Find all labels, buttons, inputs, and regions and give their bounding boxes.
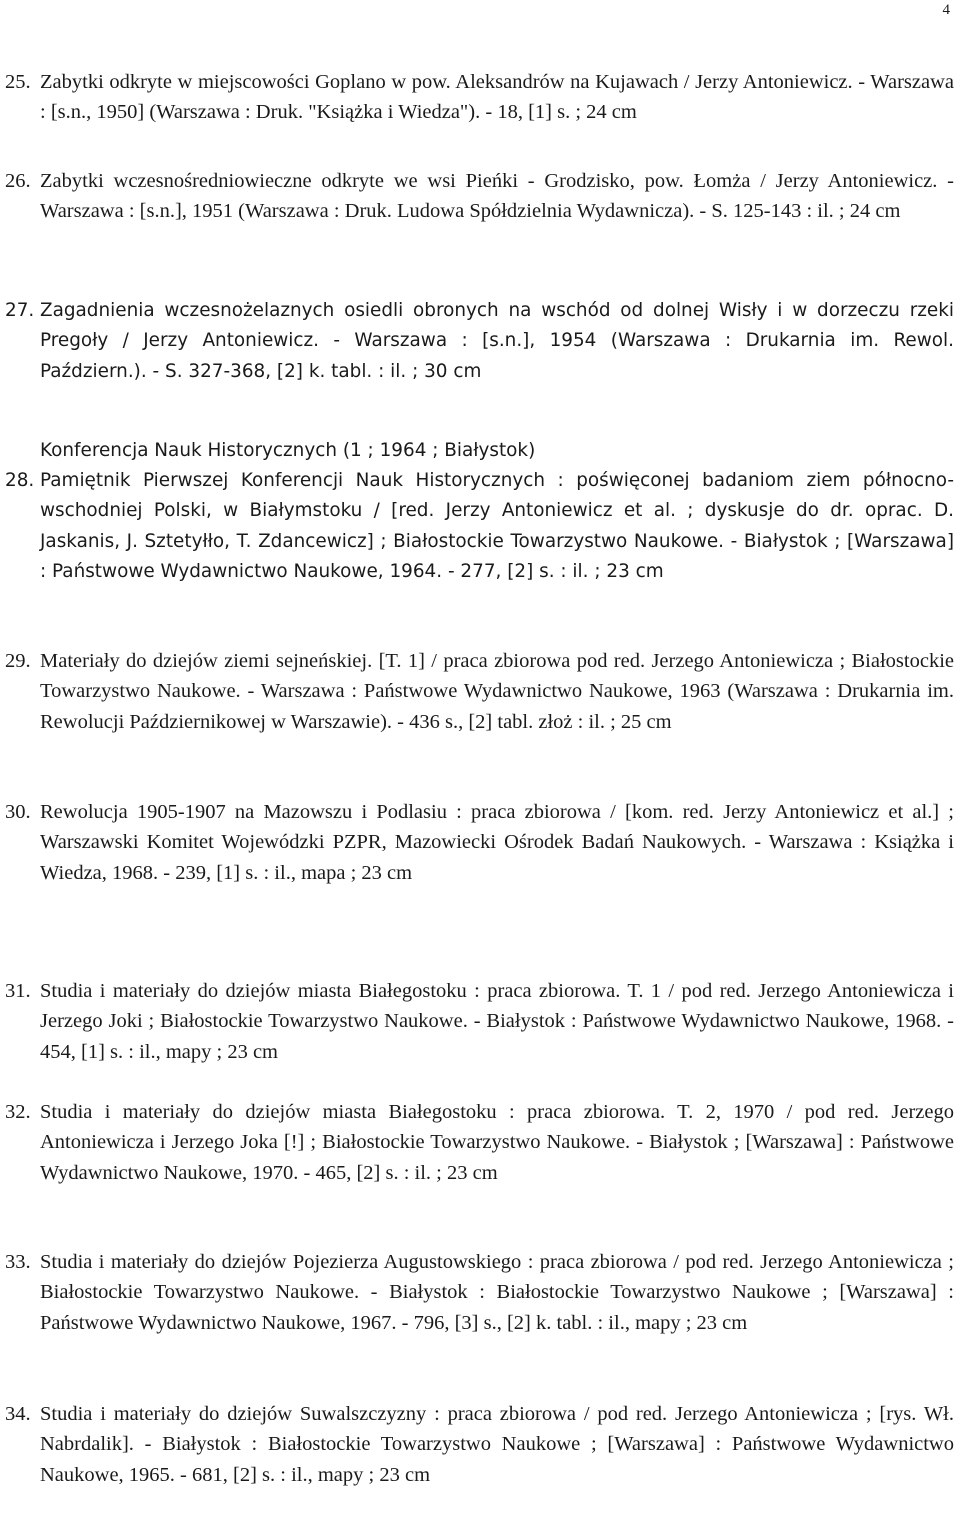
entry-number: 32.: [5, 1101, 31, 1123]
bibliography-entry-28: [0, 466, 960, 587]
entry-number: 33.: [5, 1251, 31, 1273]
section-heading: Konferencja Nauk Historycznych (1 ; 1964 ; Białystok): [40, 440, 536, 461]
entry-text: Rewolucja 1905-1907 na Mazowszu i Podlasiu : praca zbiorowa / [kom. red. Jerzy Antoniewicz et al.] ; Warszawski Komitet Wojewódzki PZPR, Mazowiecki Ośrodek Badań Naukowych. - Warszawa : Książka i Wiedza, 1968. - 239, [1] s. : il., mapa ; 23 cm: [40, 801, 954, 884]
entry-number: 25.: [5, 71, 31, 93]
entry-text: Studia i materiały do dziejów Pojezierza Augustowskiego : praca zbiorowa / pod red. Jerzego Antoniewicza ; Białostockie Towarzystwo Naukowe. - Białystok : Białostockie Towarzystwo Naukowe ; [Warszawa] : Państwowe Wydawnictwo Naukowe, 1967. - 796, [3] s., [2] k. tabl. : il., mapy ; 23 cm: [40, 1251, 954, 1334]
entry-text: Zabytki wczesnośredniowieczne odkryte we wsi Pieńki - Grodzisko, pow. Łomża / Jerzy Antoniewicz. - Warszawa : [s.n.], 1951 (Warszawa : Druk. Ludowa Spółdzielnia Wydawnicza). - S. 125-143 : il. ; 24 cm: [40, 170, 954, 223]
entry-text: Studia i materiały do dziejów miasta Białegostoku : praca zbiorowa. T. 1 / pod red. Jerzego Antoniewicza i Jerzego Joki ; Białostockie Towarzystwo Naukowe. - Białystok : Państwowe Wydawnictwo Naukowe, 1968. - 454, [1] s. : il., mapy ; 23 cm: [40, 980, 954, 1063]
bibliography-entry-32: [0, 1097, 960, 1188]
entry-text: Materiały do dziejów ziemi sejneńskiej. [T. 1] / praca zbiorowa pod red. Jerzego Antoniewicza ; Białostockie Towarzystwo Naukowe. - Warszawa : Państwowe Wydawnictwo Naukowe, 1963 (Warszawa : Drukarnia im. Rewolucji Październikowej w Warszawie). - 436 s., [2] tabl. złoż : il. ; 25 cm: [40, 650, 954, 733]
page-number: 4: [942, 2, 950, 18]
entry-text: Zagadnienia wczesnożelaznych osiedli obronych na wschód od dolnej Wisły i w dorzeczu rzeki Pregoły / Jerzy Antoniewicz. - Warszawa : [s.n.], 1954 (Warszawa : Drukarnia im. Rewol. Październ.). - S. 327-368, [2] k. tabl. : il. ; 30 cm: [40, 300, 954, 382]
entry-text: Zabytki odkryte w miejscowości Goplano w pow. Aleksandrów na Kujawach / Jerzy Antoniewicz. - Warszawa : [s.n., 1950] (Warszawa : Druk. "Książka i Wiedza"). - 18, [1] s. ; 24 cm: [40, 71, 954, 124]
entry-number: 31.: [5, 980, 31, 1002]
bibliography-entry-31: [0, 976, 960, 1067]
bibliography-entry-26: [0, 166, 960, 227]
bibliography-entry-25: [0, 67, 960, 128]
bibliography-entry-34: [0, 1399, 960, 1490]
entry-number: 28.: [5, 470, 35, 491]
entry-number: 29.: [5, 650, 31, 672]
entry-number: 27.: [5, 300, 35, 321]
bibliography-entry-29: [0, 646, 960, 737]
entry-number: 26.: [5, 170, 31, 192]
entry-text: Pamiętnik Pierwszej Konferencji Nauk Historycznych : poświęconej badaniom ziem północno-wschodniej Polski, w Białymstoku / [red. Jerzy Antoniewicz et al. ; dyskusje do dr. oprac. D. Jaskanis, J. Sztetyłło, T. Zdancewicz] ; Białostockie Towarzystwo Naukowe. - Białystok ; [Warszawa] : Państwowe Wydawnictwo Naukowe, 1964. - 277, [2] s. : il. ; 23 cm: [40, 470, 954, 582]
bibliography-entry-27: [0, 296, 960, 387]
entry-text: Studia i materiały do dziejów Suwalszczyzny : praca zbiorowa / pod red. Jerzego Antoniewicza ; [rys. Wł. Nabrdalik]. - Białystok : Białostockie Towarzystwo Naukowe ; [Warszawa] : Państwowe Wydawnictwo Naukowe, 1965. - 681, [2] s. : il., mapy ; 23 cm: [40, 1403, 954, 1486]
bibliography-entry-30: [0, 797, 960, 888]
entry-text: Studia i materiały do dziejów miasta Białegostoku : praca zbiorowa. T. 2, 1970 / pod red. Jerzego Antoniewicza i Jerzego Joka [!] ; Białostockie Towarzystwo Naukowe. - Białystok ; [Warszawa] : Państwowe Wydawnictwo Naukowe, 1970. - 465, [2] s. : il. ; 23 cm: [40, 1101, 954, 1184]
entry-number: 30.: [5, 801, 31, 823]
entry-number: 34.: [5, 1403, 31, 1425]
bibliography-entry-33: [0, 1247, 960, 1338]
